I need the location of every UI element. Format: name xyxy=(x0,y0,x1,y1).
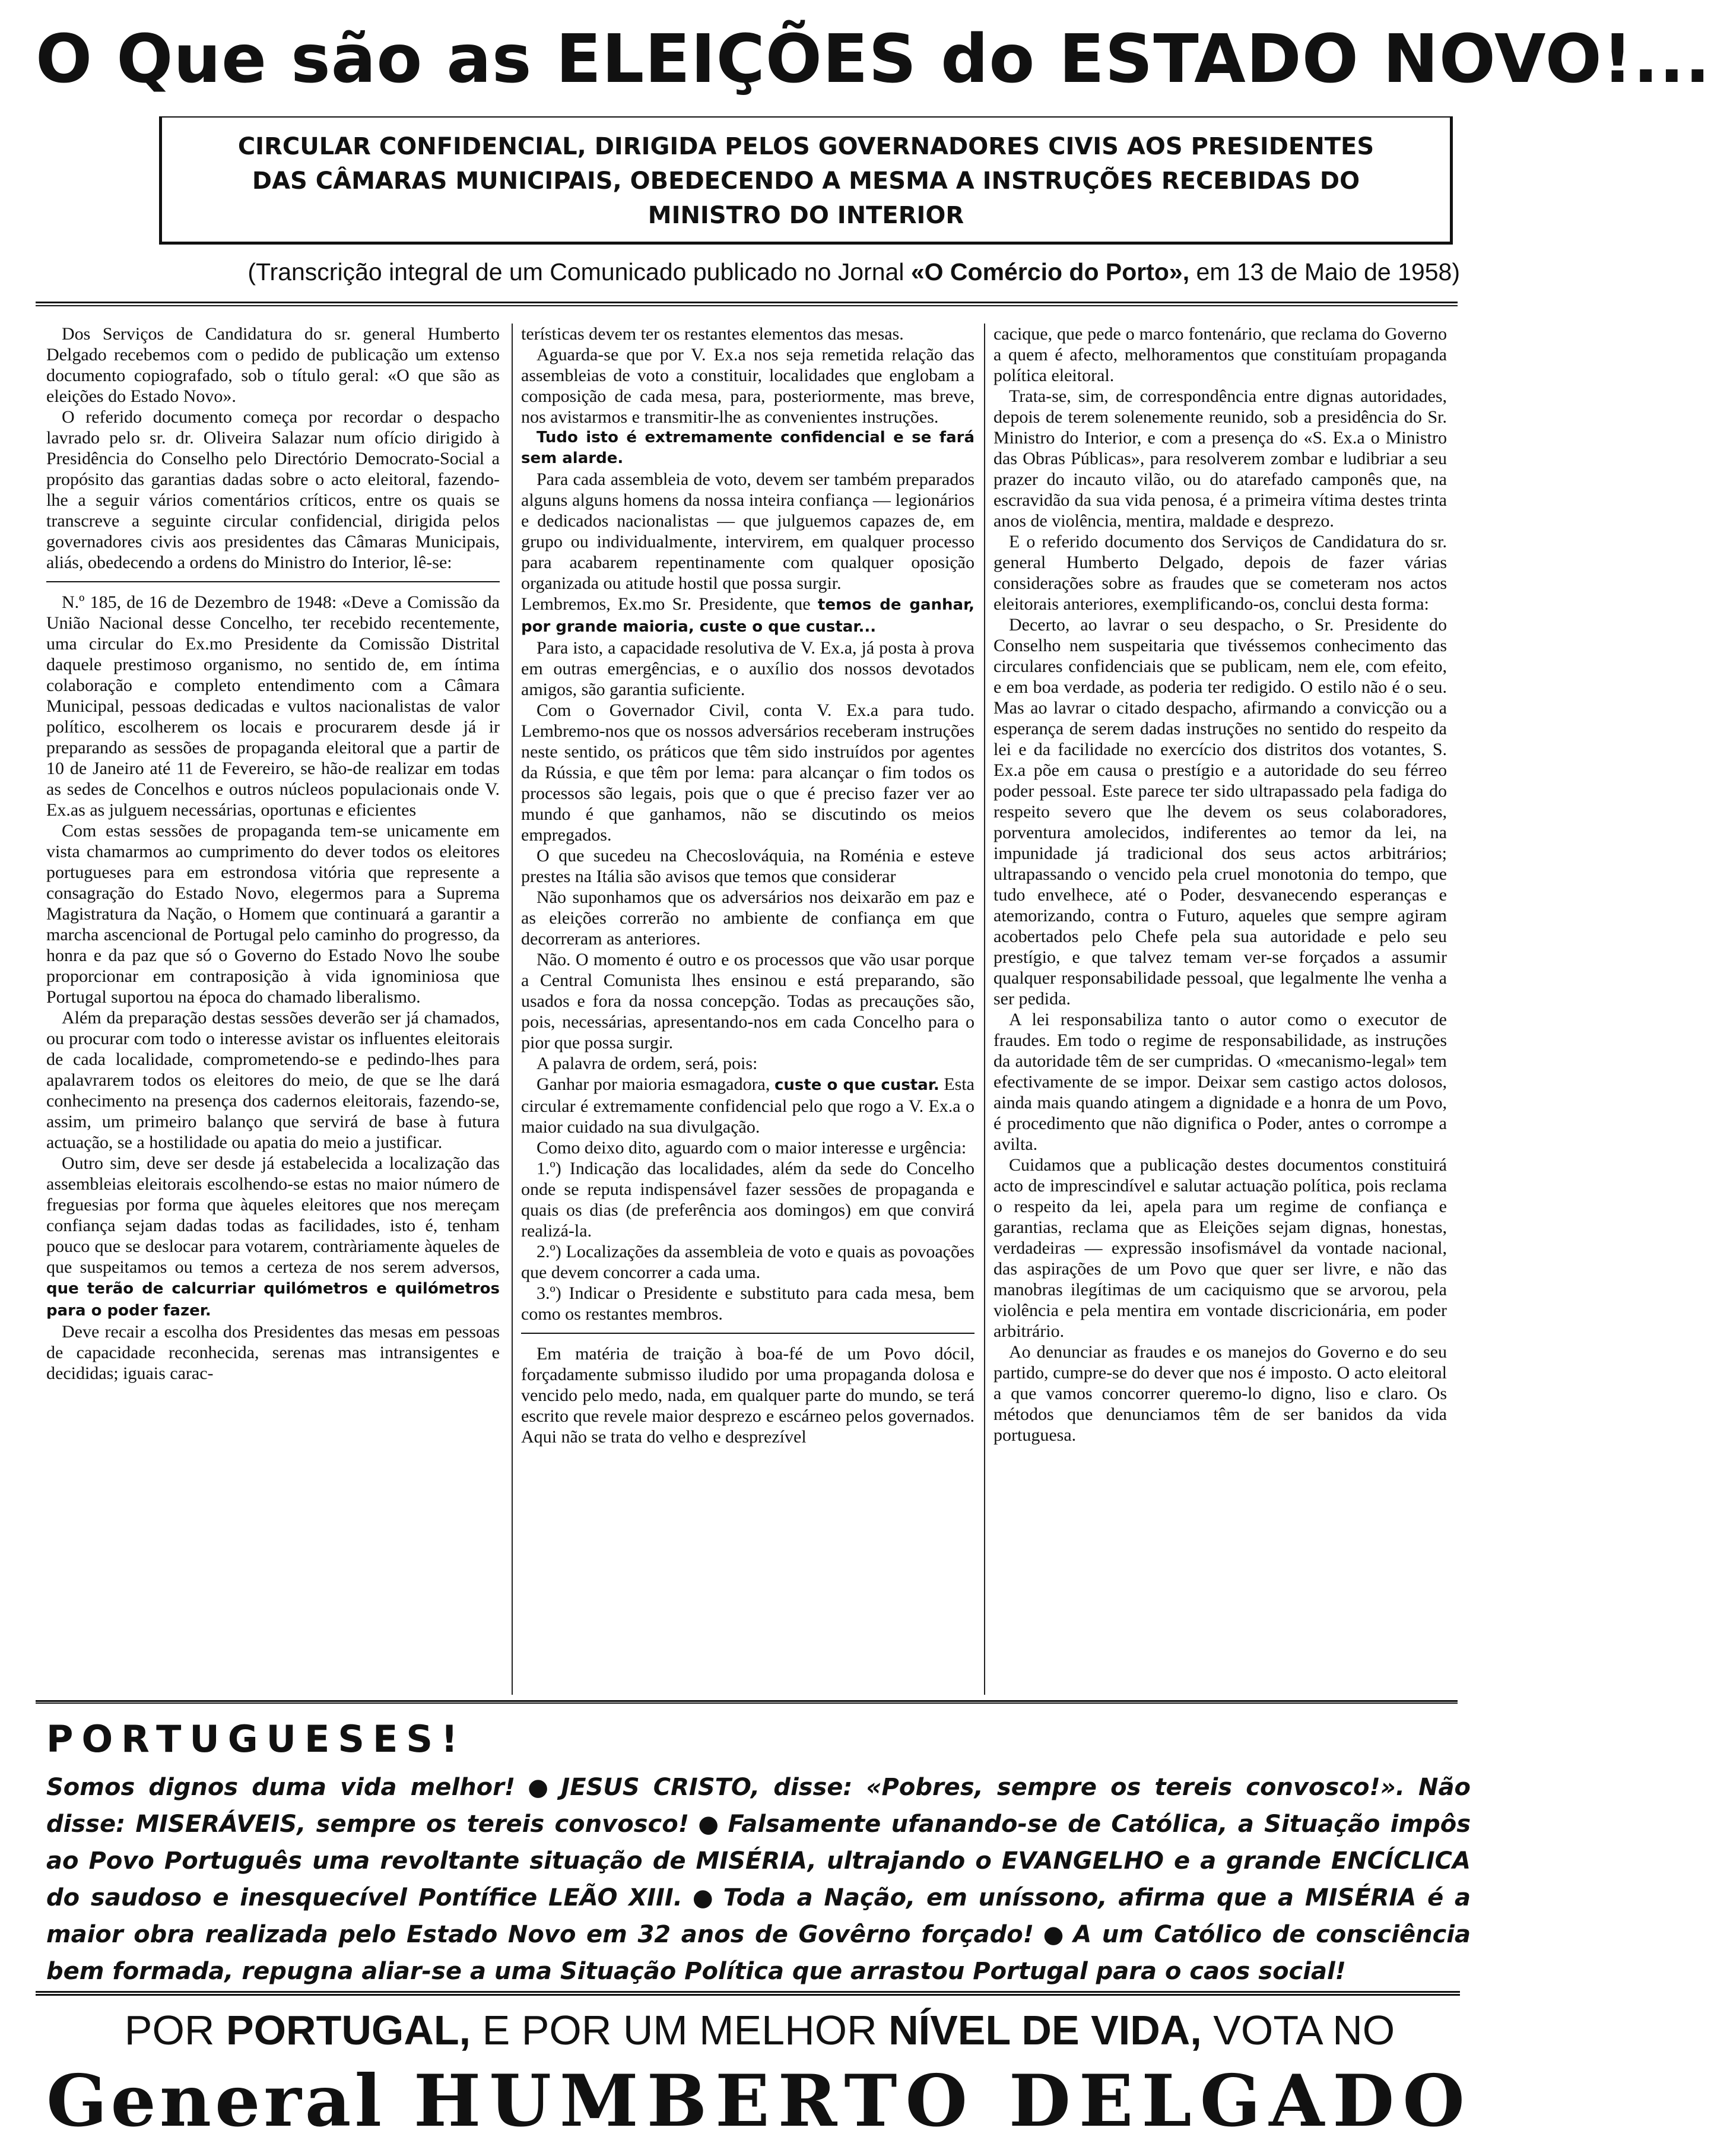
circular-line-1: CIRCULAR CONFIDENCIAL, DIRIGIDA PELOS GOVERNADORES CIVIS AOS PRESIDENTES xyxy=(237,133,1374,160)
slogan-emphasis: PORTUGAL, xyxy=(226,2007,471,2053)
paragraph: N.º 185, de 16 de Dezembro de 1948: «Deve a Comissão da União Nacional desse Concelho, ter recebido recentemente, uma circular do Ex.mo Presidente da Comissão Distrital daquele prestimoso organismo, no sentido de, em íntima colaboração e completo entendimento com a Câmara Municipal, pessoas dedicadas e vultos nacionalistas de valor político, escolherem os locais e procurarem desde já ir preparando as sessões de propaganda eleitoral que a partir de 10 de Janeiro até 11 de Fevereiro, se hão-de realizar em todas as sedes de Concelhos e outros núcleos populacionais onde V. Ex.as as julguem necessárias, oportunas e eficientes xyxy=(46,592,500,820)
circular-heading-box xyxy=(159,116,1453,245)
bullet-icon: ● xyxy=(1040,1921,1066,1948)
paragraph: A palavra de ordem, será, pois: xyxy=(537,1054,758,1073)
circular-line-3: MINISTRO DO INTERIOR xyxy=(647,202,964,229)
transcription-before: (Transcrição integral de um Comunicado publicado no Jornal xyxy=(247,258,911,286)
article-column-3 xyxy=(993,324,1447,1445)
paragraph: terísticas devem ter os restantes elementos das mesas. xyxy=(521,324,904,344)
newspaper-name: «O Comércio do Porto», xyxy=(910,258,1190,286)
emphasis-paragraph: Tudo isto é extremamente confidencial e se fará sem alarde. xyxy=(521,429,974,467)
paragraph: Decerto, ao lavrar o seu despacho, o Sr. Presidente do Conselho nem suspeitaria que tivéssemos conhecimento das circulares confidenciais que se publicam, nem ele, com efeito, e em boa verdade, as poderia ter redigido. O estilo não é o seu. Mas ao lavrar o citado despacho, afirmando a convicção ou a esperança de serem dadas instruções no sentido do respeito da lei e da facilidade no exercício dos distritos dos votantes, S. Ex.a põe em causa o prestígio e a autoridade do seu férreo poder pessoal. Este parece ter sido ultrapassado pela fadiga do respeito severo que lhe devem os seus colaboradores, porventura amolecidos, indiferentes ao temor da lei, na impunidade já tradicional dos seus actos arbitrários; ultrapassando o vencido pela cruel monotonia do tempo, que tudo envelhece, até o Poder, desvanecendo esperanças e atemorizando, contra o Futuro, aqueles que sempre agiram acobertados pelo Chefe pela sua autoridade e pelo seu prestígio, e que talvez temam ver-se forçados a assumir qualquer responsabilidade pessoal, que legalmente lhe venha a ser pedida. xyxy=(993,615,1447,1009)
paragraph: Não. O momento é outro e os processos que vão usar porque a Central Comunista lhes ensinou e está preparando, são usados e fora da nossa concepção. Todas as precauções são, pois, necessárias, apresentando-nos em cada Concelho para o pior que possa surgir. xyxy=(521,950,974,1052)
paragraph: 3.º) Indicar o Presidente e substituto para cada mesa, bem como os restantes membros. xyxy=(521,1283,974,1324)
bullet-icon: ● xyxy=(690,1884,716,1911)
paragraph: A lei responsabiliza tanto o autor como o executor de fraudes. Em todo o regime de responsabilidade, as instruções da autoridade têm de ser cumpridas. O «mecanismo-legal» tem efectivamente de se impor. Deixar sem castigo actos dolosos, ainda mais quando atingem a dignidade e a honra de um Povo, é procedimento que não dignifica o Poder, antes o corrompe a avilta. xyxy=(993,1010,1447,1154)
paragraph xyxy=(521,1074,974,1137)
emphasis-text: que terão de calcurriar quilómetros e quilómetros para o poder fazer. xyxy=(46,1280,500,1320)
appeal-sentence: Toda a Nação, em uníssono, afirma que a MISÉRIA é a maior obra realizada pelo Estado Novo em 32 anos de Govêrno forçado! xyxy=(46,1884,1471,1948)
paragraph: O referido documento começa por recordar o despacho lavrado pelo sr. dr. Oliveira Salazar num ofício dirigido à Presidência do Conselho pelo Directório Democrato-Social a propósito das garantias dadas sobre o acto eleitoral, fazendo-lhe a seguir vários comentários críticos, entre os quais se transcreve a seguinte circular confidencial, dirigida pelos governadores civis aos presidentes das Câmaras Municipais, aliás, obedecendo a ordens do Ministro do Interior, lê-se: xyxy=(46,407,500,572)
portugueses-heading: PORTUGUESES! xyxy=(46,1717,466,1761)
paragraph: Além da preparação destas sessões deverão ser já chamados, ou procurar com todo o interesse avistar os influentes eleitorais de cada localidade, comprometendo-se e pedindo-lhes para apalavrarem todos os eleitores do meio, de que se lhe dará conhecimento na presença dos cadernos eleitorais, fazendo-se, assim, um primeiro balanço que servirá de base à futura actuação, se a hostilidade ou apatia do meio a justificar. xyxy=(46,1008,500,1152)
paragraph-text: Outro sim, deve ser desde já estabelecida a localização das assembleias eleitorais escolhendo-se estas no maior número de freguesias por forma que àqueles eleitores que nos mereçam confiança sejam dadas todas as facilidades, isto é, tenham pouco que se deslocar para votarem, contràriamente àqueles de que suspeitamos ou temos a certeza de nos serem adversos, xyxy=(46,1153,500,1277)
emphasis-text: custe o que custar. xyxy=(774,1076,939,1094)
paragraph: Para cada assembleia de voto, devem ser também preparados alguns alguns homens da nossa inteira confiança — legionários e dedicados nacionalistas — que julguemos capazes de, em grupo ou individualmente, intervirem, em qualquer processo para acabarem repentinamente com qualquer oposição organizada ou atitude hostil que possa surgir. xyxy=(521,470,974,593)
candidate-full-name: HUMBERTO DELGADO xyxy=(413,2059,1473,2143)
paragraph: Cuidamos que a publicação destes documentos constituirá acto de imprescindível e salutar actuação política, pois reclama o respeito da lei, apela para um regime de confiança e garantias, reclama que as Eleições sejam dignas, honestas, verdadeiras — expressão insofismável da vontade nacional, das aspirações de um Povo que quer ser livre, e não das manobras ilegítimas de um caciquismo que se arvorou, pela violência e pela mentira em vontade discricionária, em poder arbitrário. xyxy=(993,1155,1447,1341)
section-divider xyxy=(36,1700,1458,1704)
paragraph: Aguarda-se que por V. Ex.a nos seja remetida relação das assembleias de voto a constituir, localidades que englobam a composição de cada mesa, para, posteriormente, mas breve, nos avistarmos e transmitir-lhe as convenientes instruções. xyxy=(521,345,974,427)
paragraph-text: Esta circular é extremamente confidencial pelo que rogo a V. Ex.a o maior cuidado na sua divulgação. xyxy=(521,1074,974,1137)
portugueses-appeal xyxy=(46,1769,1471,1990)
paragraph: Como deixo dito, aguardo com o maior interesse e urgência: xyxy=(537,1138,967,1158)
header-divider xyxy=(36,302,1458,306)
paragraph: Trata-se, sim, de correspondência entre dignas autoridades, depois de terem solenemente reunido, sob a presidência do Sr. Ministro do Interior, e com a presença do «S. Ex.a o Ministro das Obras Públicas», para resolverem zombar e ludibriar a seu prazer do incauto vilão, ou do atarefado camponês que, na escravidão da sua vida penosa, é a primeira vítima destes trinta anos de violência, mentira, maldade e desprezo. xyxy=(993,386,1447,531)
appeal-sentence: JESUS CRISTO, disse: «Pobres, sempre os tereis convosco!». Não disse: MISERÁVEIS, sempre os tereis convosco! xyxy=(46,1774,1471,1838)
column-rule xyxy=(984,324,985,1695)
paragraph xyxy=(521,594,974,638)
paragraph: Não suponhamos que os adversários nos deixarão em paz e as eleições correrão no ambiente de confiança em que decorreram as anteriores. xyxy=(521,887,974,949)
vote-slogan xyxy=(42,2002,1478,2059)
candidate-rank: General xyxy=(46,2059,386,2143)
paragraph: Ao denunciar as fraudes e os manejos do Governo e do seu partido, cumpre-se do dever que nos é imposto. O acto eleitoral a que vamos concorrer queremo-lo digno, liso e claro. Os métodos que denunciamos têm de ser banidos da vida portuguesa. xyxy=(993,1342,1447,1445)
paragraph: Com o Governador Civil, conta V. Ex.a para tudo. Lembremo-nos que os nossos adversários receberam instruções neste sentido, os práticos que têm sido instruídos por agentes da Rússia, e que têm por lema: para alcançar o fim todos os processos são legais, pois que o que é preciso fazer ver ao mundo é que ganhamos, não se discutindo os meios empregados. xyxy=(521,700,974,845)
column-rule xyxy=(512,324,513,1695)
paragraph xyxy=(46,1153,500,1321)
appeal-sentence: A um Católico de consciência bem formada, repugna aliar-se a uma Situação Política que arrastou Portugal para o caos social! xyxy=(46,1921,1471,1985)
paragraph: Com estas sessões de propaganda tem-se unicamente em vista chamarmos ao cumprimento do dever todos os eleitores portugueses para em estrondosa vitória que represente a consagração do Estado Novo, elegermos para a Suprema Magistratura da Nação, o Homem que continuará a garantir a marcha ascencional de Portugal pelo caminho do progresso, da honra e da paz que só o Governo do Estado Novo lhe soube proporcionar em contraposição à vida ignominiosa que Portugal suportou na época do chamado liberalismo. xyxy=(46,821,500,1007)
paragraph: Para isto, a capacidade resolutiva de V. Ex.a, já posta à prova em outras emergências, e o auxílio dos nossos devotados amigos, são garantia suficiente. xyxy=(521,638,974,699)
paragraph: 2.º) Localizações da assembleia de voto e quais as povoações que devem concorrer a cada uma. xyxy=(521,1242,974,1282)
slogan-text: POR xyxy=(124,2007,226,2053)
paragraph-text: Lembremos, Ex.mo Sr. Presidente, que xyxy=(521,594,818,614)
page-title xyxy=(36,18,1711,101)
paragraph: Em matéria de traição à boa-fé de um Povo dócil, forçadamente submisso iludido por uma propaganda dolosa e vencido pelo medo, nada, em qualquer parte do mundo, se terá escrito que revele maior desprezo e escárneo pelos governados. Aqui não se trata do velho e desprezível xyxy=(521,1344,974,1447)
candidate-name xyxy=(42,2060,1478,2143)
bullet-icon: ● xyxy=(696,1811,721,1838)
transcription-date: em 13 de Maio de 1958) xyxy=(1189,258,1460,286)
title-text: O Que são as ELEIÇÕES do ESTADO NOVO!... xyxy=(36,21,1711,98)
appeal-sentence: Falsamente ufanando-se de Católica, a Situação impôs ao Povo Português uma revoltante situação de MISÉRIA, ultrajando o EVANGELHO e a grande ENCÍCLICA do saudoso e inesquecível Pontífice LEÃO XIII. xyxy=(46,1811,1471,1911)
appeal-divider xyxy=(36,1991,1460,1996)
transcription-note xyxy=(36,255,1460,288)
column-divider xyxy=(46,581,500,582)
paragraph: Deve recair a escolha dos Presidentes das mesas em pessoas de capacidade reconhecida, serenas mas intransigentes e decididas; iguais carac- xyxy=(46,1322,500,1383)
paragraph: 1.º) Indicação das localidades, além da sede do Concelho onde se reputa indispensável fazer sessões de propaganda e quais os dias (de preferência aos domingos) em que convirá realizá-la. xyxy=(521,1159,974,1241)
slogan-text: VOTA NO xyxy=(1201,2007,1395,2053)
emphasis-text: temos de ganhar, por grande maioria, custe o que custar... xyxy=(521,596,974,636)
paragraph: cacique, que pede o marco fontenário, que reclama do Governo a quem é afecto, melhoramentos que constituíam propaganda política eleitoral. xyxy=(993,324,1447,385)
bullet-icon: ● xyxy=(522,1774,554,1801)
column-divider xyxy=(521,1333,974,1334)
article-column-1 xyxy=(46,324,500,1384)
paragraph-text: Ganhar por maioria esmagadora, xyxy=(537,1074,774,1094)
paragraph: Dos Serviços de Candidatura do sr. general Humberto Delgado recebemos com o pedido de publicação um extenso documento copiografado, sob o título geral: «O que são as eleições do Estado Novo». xyxy=(46,324,500,406)
paragraph: O que sucedeu na Checoslováquia, na Roménia e esteve prestes na Itália são avisos que temos que considerar xyxy=(521,846,974,886)
circular-line-2: DAS CÂMARAS MUNICIPAIS, OBEDECENDO A MESMA A INSTRUÇÕES RECEBIDAS DO xyxy=(252,167,1360,195)
article-column-2 xyxy=(521,324,974,1447)
slogan-text: E POR UM MELHOR xyxy=(471,2007,889,2053)
appeal-sentence: Somos dignos duma vida melhor! xyxy=(46,1774,516,1801)
paragraph: E o referido documento dos Serviços de Candidatura do sr. general Humberto Delgado, depois de fazer várias considerações sobre as fraudes que se cometeram nos actos eleitorais anteriores, exemplificando-os, conclui desta forma: xyxy=(993,532,1447,614)
slogan-emphasis: NÍVEL DE VIDA, xyxy=(888,2007,1202,2053)
